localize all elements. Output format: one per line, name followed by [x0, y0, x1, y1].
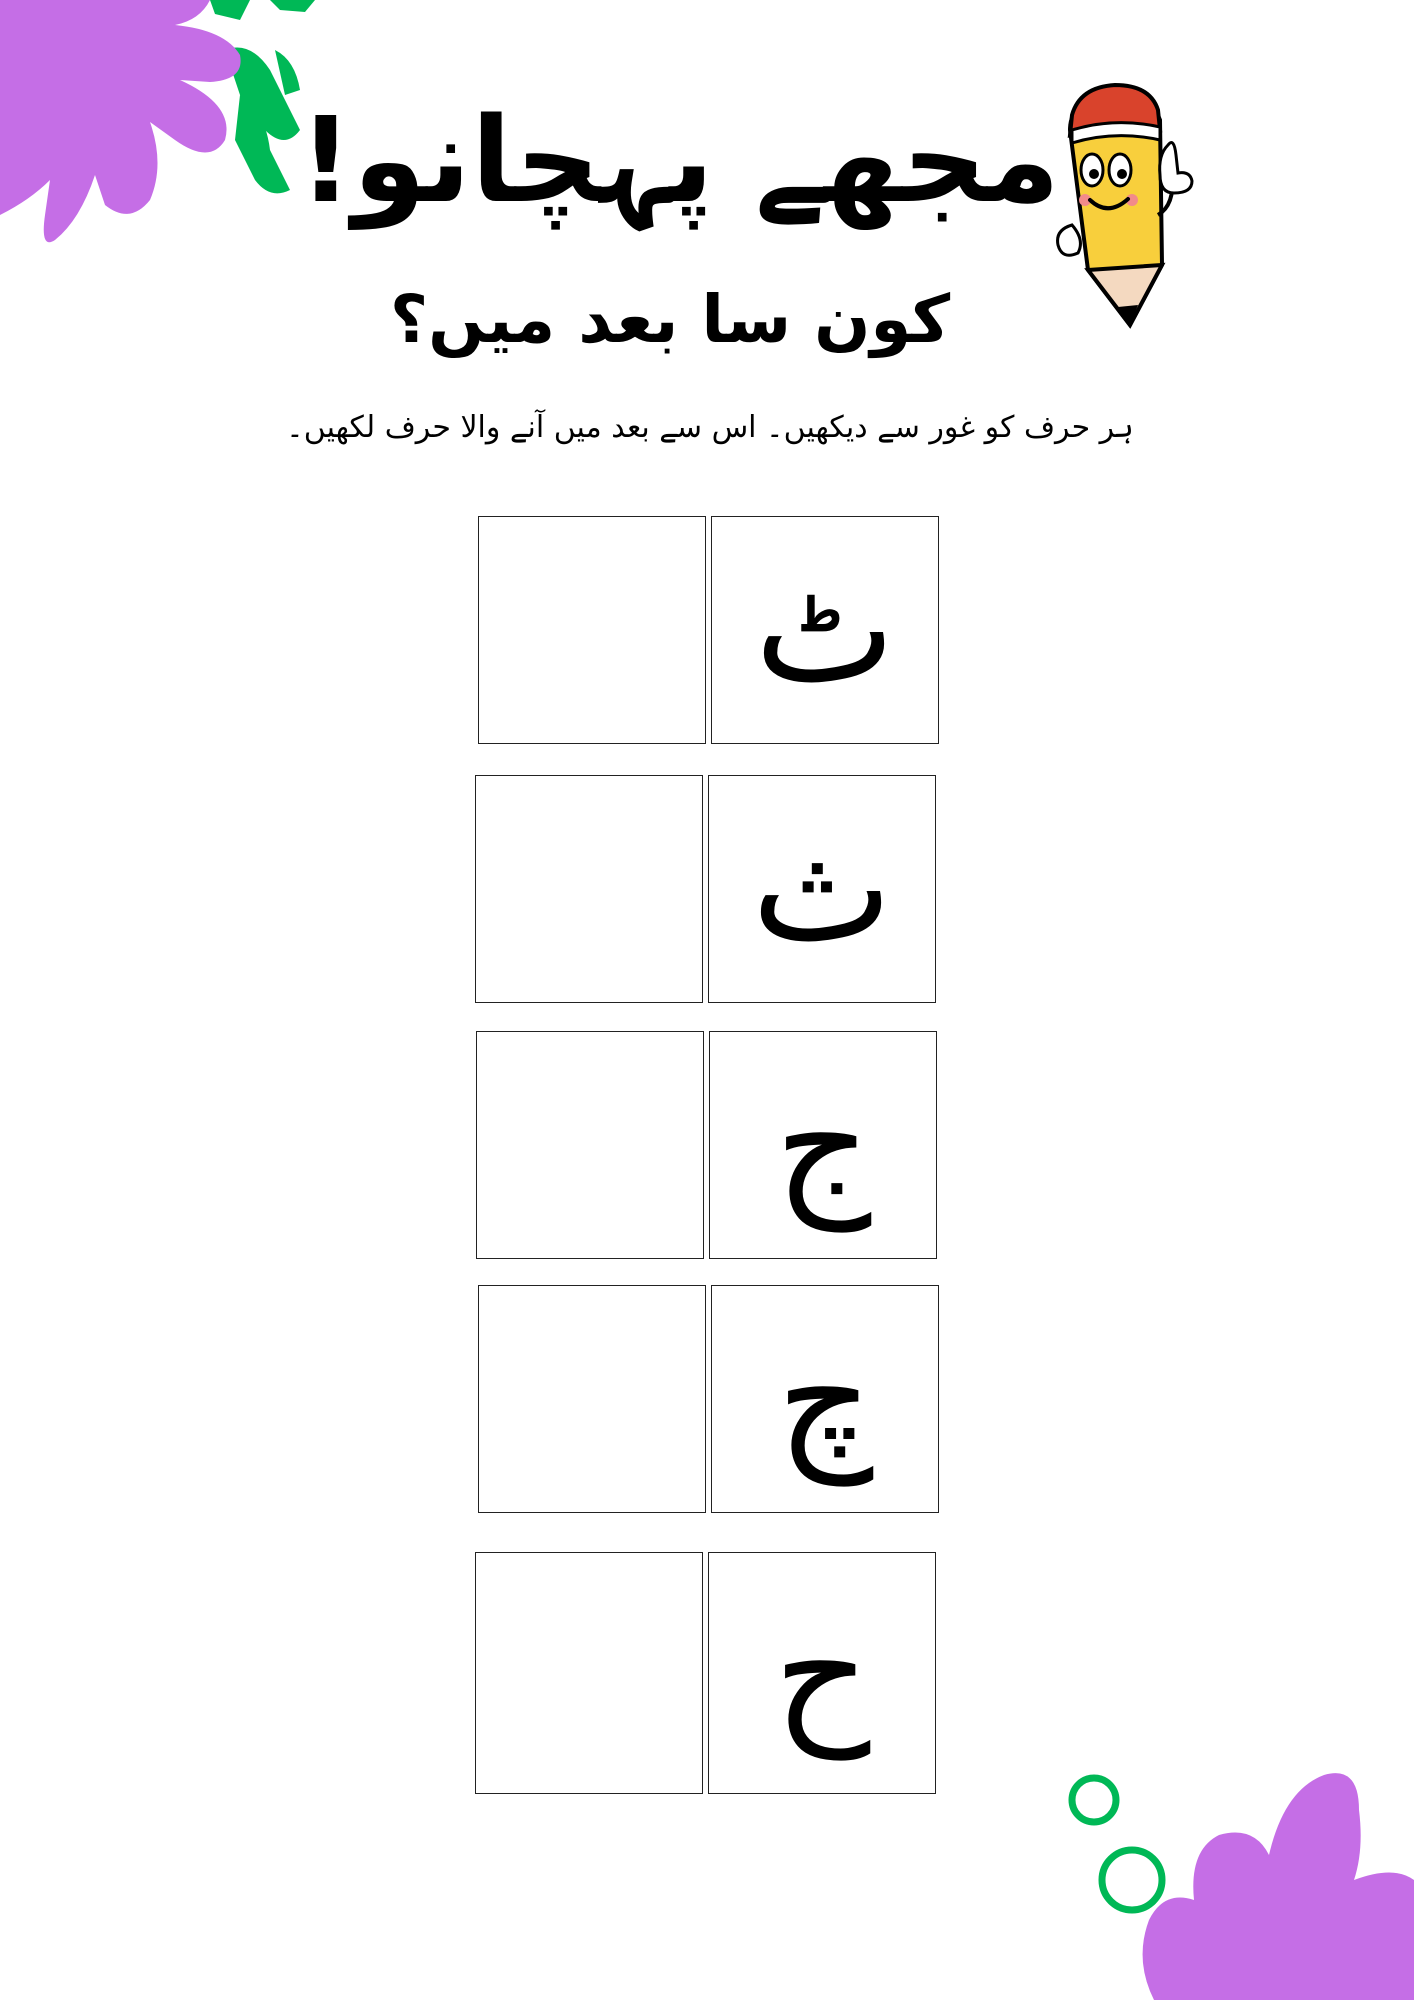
- exercise-row-3: [476, 1031, 937, 1261]
- letter-box: [711, 1285, 939, 1513]
- answer-box[interactable]: [475, 775, 703, 1003]
- pencil-mascot-icon: [1050, 75, 1200, 330]
- letter-box: [709, 1031, 937, 1259]
- answer-box[interactable]: [475, 1552, 703, 1794]
- answer-box[interactable]: [476, 1031, 704, 1259]
- purple-flower-green-rings-icon: [1054, 1730, 1414, 2000]
- answer-box[interactable]: [478, 1285, 706, 1513]
- given-letter: چ: [776, 1312, 874, 1486]
- answer-box[interactable]: [478, 516, 706, 744]
- page-title: مجھے پہچانو!: [298, 91, 1060, 229]
- page-subtitle: کون سا بعد میں؟: [389, 281, 951, 358]
- given-letter: ٹ: [754, 543, 896, 717]
- exercise-row-5: [475, 1552, 936, 1794]
- letter-box: [708, 1552, 936, 1794]
- purple-green-splash-icon: [0, 0, 330, 260]
- exercise-row-4: [478, 1285, 939, 1515]
- given-letter: ح: [773, 1586, 871, 1760]
- exercise-row-2: [475, 775, 936, 1005]
- letter-box: [711, 516, 939, 744]
- instructions-text: ہر حرف کو غور سے دیکھیں۔ اس سے بعد میں آنے والا حرف لکھیں۔: [286, 410, 1134, 445]
- exercise-row-1: [478, 516, 939, 746]
- given-letter: ث: [751, 802, 893, 976]
- letter-box: [708, 775, 936, 1003]
- given-letter: ج: [774, 1058, 872, 1232]
